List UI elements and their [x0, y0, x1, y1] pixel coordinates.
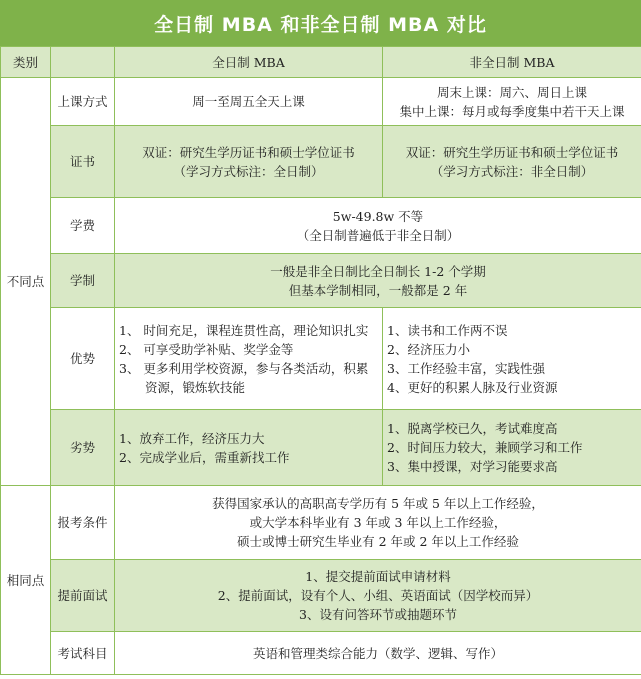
subjects-text: 英语和管理类综合能力（数学、逻辑、写作） — [115, 632, 641, 675]
class-mode-part-line-1: 周末上课：周六、周日上课 — [436, 84, 587, 100]
disadvantages-part-item-3: 3、集中授课，对学习能要求高 — [387, 459, 558, 474]
disadvantages-part-item-2: 2、时间压力较大，兼顾学习和工作 — [387, 440, 583, 455]
advantages-full-item-3: 3、 更多利用学校资源，参与各类活动，积累 — [119, 360, 369, 376]
requirements-text — [115, 486, 641, 560]
certificate-part-line-1: 双证：研究生学历证书和硕士学位证书 — [405, 144, 619, 160]
interview-line-1: 1、提交提前面试申请材料 — [305, 569, 451, 584]
class-mode-part-line-2: 集中上课：每月或每季度集中若干天上课 — [399, 103, 625, 119]
interview-line-3: 3、设有问答环节或抽题环节 — [299, 607, 457, 622]
row-advantages — [1, 308, 641, 410]
label-subjects: 考试科目 — [51, 632, 115, 675]
certificate-full-line-1: 双证：研究生学历证书和硕士学位证书 — [142, 144, 355, 160]
row-requirements — [1, 486, 641, 560]
requirements-line-1: 获得国家承认的高职高专学历有 5 年或 5 年以上工作经验， — [212, 496, 544, 511]
advantages-full-item-2: 2、 可享受助学补贴、奖学金等 — [119, 341, 294, 357]
row-interview — [1, 560, 641, 632]
row-tuition — [1, 198, 641, 254]
class-mode-part — [383, 78, 641, 126]
group-same-label: 相同点 — [1, 486, 51, 675]
class-mode-full: 周一至周五全天上课 — [115, 78, 383, 126]
requirements-line-2: 或大学本科毕业有 3 年或 3 年以上工作经验， — [249, 515, 507, 530]
header-full-time: 全日制 MBA — [115, 47, 383, 78]
page-title: 全日制 MBA 和非全日制 MBA 对比 — [0, 0, 641, 46]
header-row — [1, 47, 641, 78]
certificate-full — [115, 126, 383, 198]
requirements-line-3: 硕士或博士研究生毕业有 2 年或 2 年以上工作经验 — [237, 534, 519, 549]
header-category: 类别 — [1, 47, 51, 78]
disadvantages-full — [115, 410, 383, 486]
tuition-text — [115, 198, 641, 254]
advantages-full-item-1: 1、 时间充足，课程连贯性高，理论知识扎实 — [119, 322, 369, 338]
disadvantages-part — [383, 410, 641, 486]
disadvantages-part-item-1: 1、脱离学校已久，考试难度高 — [387, 421, 558, 436]
row-certificate — [1, 126, 641, 198]
advantages-part-item-4: 4、更好的积累人脉及行业资源 — [387, 379, 558, 395]
interview-line-2: 2、提前面试，设有个人、小组、英语面试（因学校而异） — [217, 588, 539, 603]
header-spacer — [51, 47, 115, 78]
duration-text — [115, 254, 641, 308]
label-class-mode: 上课方式 — [51, 78, 115, 126]
duration-line-1: 一般是非全日制比全日制长 1-2 个学期 — [270, 263, 486, 279]
disadvantages-full-item-2: 2、完成学业后，需重新找工作 — [119, 449, 290, 465]
interview-text — [115, 560, 641, 632]
label-interview: 提前面试 — [51, 560, 115, 632]
label-tuition: 学费 — [51, 198, 115, 254]
row-subjects — [1, 632, 641, 675]
certificate-full-line-2: （学习方式标注：全日制） — [173, 163, 324, 179]
label-certificate: 证书 — [51, 126, 115, 198]
duration-line-2: 但基本学制相同，一般都是 2 年 — [288, 282, 468, 298]
advantages-part-item-2: 2、经济压力小 — [387, 341, 470, 357]
group-diff-label: 不同点 — [1, 78, 51, 486]
comparison-table — [0, 46, 641, 675]
row-class-mode — [1, 78, 641, 126]
row-duration — [1, 254, 641, 308]
label-duration: 学制 — [51, 254, 115, 308]
certificate-part — [383, 126, 641, 198]
certificate-part-line-2: （学习方式标注：非全日制） — [430, 163, 594, 179]
label-advantages: 优势 — [51, 308, 115, 410]
row-disadvantages — [1, 410, 641, 486]
disadvantages-full-item-1: 1、放弃工作，经济压力大 — [119, 430, 265, 446]
advantages-full — [115, 308, 383, 410]
label-disadvantages: 劣势 — [51, 410, 115, 486]
tuition-line-2: （全日制普遍低于非全日制） — [296, 227, 460, 243]
header-part-time: 非全日制 MBA — [383, 47, 641, 78]
advantages-part — [383, 308, 641, 410]
advantages-full-item-3-cont: 资源，锻炼软技能 — [145, 379, 246, 395]
advantages-part-item-1: 1、读书和工作两不误 — [387, 322, 508, 338]
tuition-line-1: 5w-49.8w 不等 — [332, 208, 424, 224]
advantages-part-item-3: 3、工作经验丰富，实践性强 — [387, 360, 545, 376]
label-requirements: 报考条件 — [51, 486, 115, 560]
